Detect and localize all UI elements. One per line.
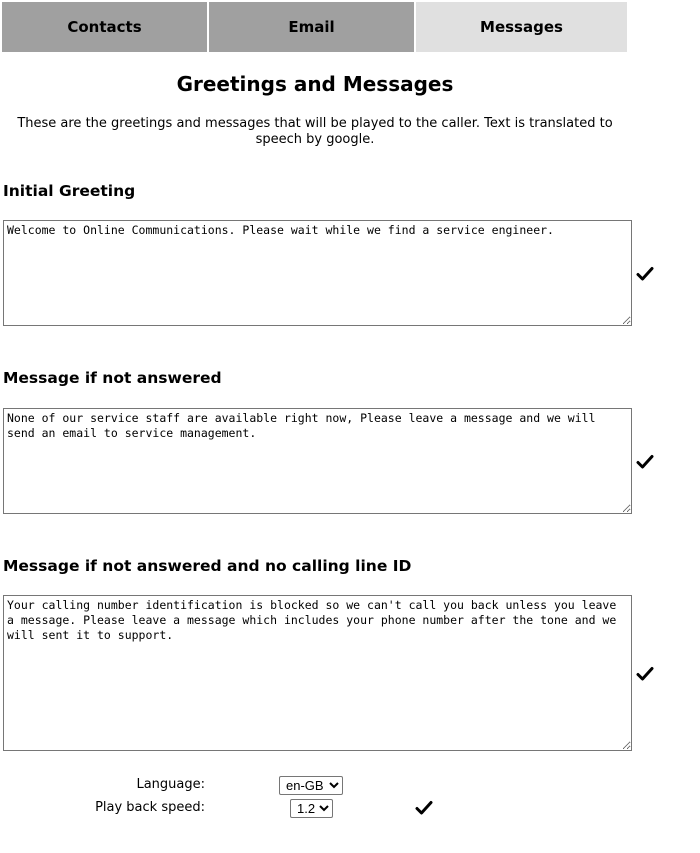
tab-bar <box>2 2 627 52</box>
page-title: Greetings and Messages <box>176 72 454 96</box>
save-settings-check-icon[interactable] <box>415 799 433 817</box>
language-label: Language: <box>136 777 205 792</box>
save-no-caller-id-check-icon[interactable] <box>636 665 654 683</box>
tab-contacts[interactable]: Contacts <box>2 2 207 52</box>
not-answered-label: Message if not answered <box>3 369 222 387</box>
tab-messages[interactable]: Messages <box>416 2 627 52</box>
playback-speed-select[interactable] <box>290 799 333 818</box>
tab-email[interactable]: Email <box>209 2 414 52</box>
save-initial-greeting-check-icon[interactable] <box>636 265 654 283</box>
language-select[interactable] <box>279 776 343 795</box>
no-caller-id-label: Message if not answered and no calling line ID <box>3 557 412 575</box>
initial-greeting-label: Initial Greeting <box>3 182 136 200</box>
initial-greeting-field[interactable] <box>3 220 632 326</box>
no-caller-id-field[interactable] <box>3 595 632 751</box>
playback-speed-label: Play back speed: <box>95 800 205 815</box>
page-intro: These are the greetings and messages that will be played to the caller. Text is translated to speech by google. <box>17 116 613 147</box>
not-answered-field[interactable] <box>3 408 632 514</box>
save-not-answered-check-icon[interactable] <box>636 453 654 471</box>
